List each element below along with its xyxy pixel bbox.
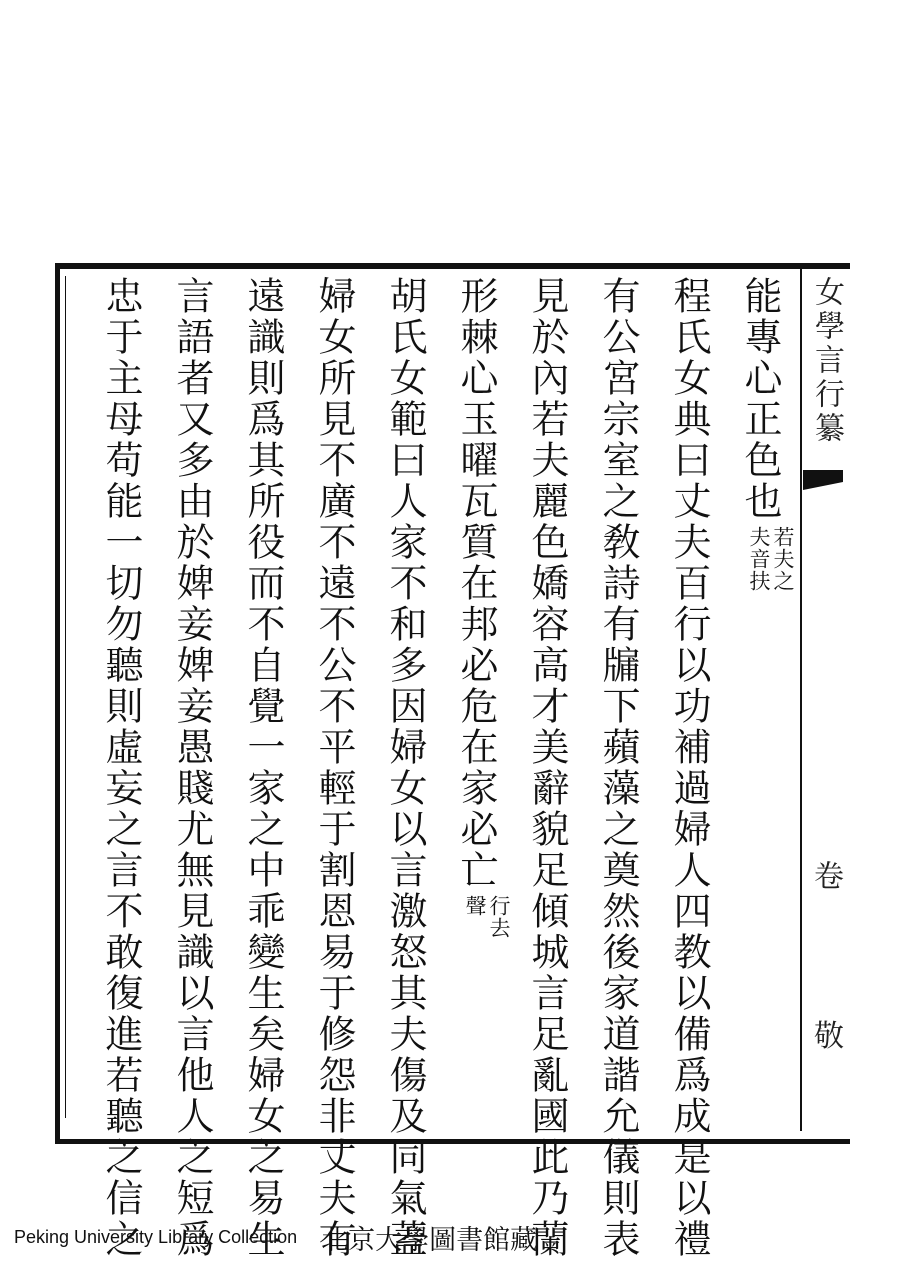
interlinear-annotation — [463, 895, 511, 939]
text-column-9 — [156, 276, 227, 1260]
collection-footer — [14, 1215, 537, 1260]
text-column-8 — [227, 276, 298, 1260]
banxin-title: 女學言行纂 — [809, 276, 844, 446]
collection-label-en: Peking University Library Collection — [14, 1227, 298, 1247]
collection-label-cn: 北京大學圖書館藏 — [321, 1225, 538, 1256]
annotation-line: 夫音扶 — [747, 526, 771, 592]
column-text: 遠識則爲其所役而不自覺一家之中乖變生矣婦女之易生 — [241, 276, 285, 1260]
column-text: 婦女所見不廣不遠不公不平輕于割恩易于修怨非丈夫有 — [312, 276, 356, 1260]
interlinear-annotation — [747, 526, 795, 592]
column-text: 言語者又多由於婢妾婢妾愚賤尤無見識以言他人之短爲 — [170, 276, 214, 1260]
text-column-10 — [85, 276, 156, 1260]
column-text: 能專心正色也 — [738, 276, 782, 522]
inner-border-rule — [65, 276, 66, 1118]
column-text: 程氏女典曰丈夫百行以功補過婦人四教以備爲成是以禮 — [667, 276, 711, 1260]
text-column-2 — [653, 276, 724, 1260]
banxin-title-area — [800, 276, 845, 446]
annotation-line: 聲 — [463, 895, 487, 917]
column-text: 有公宮宗室之敎詩有牖下蘋藻之奠然後家道諧允儀則表 — [596, 276, 640, 1260]
column-text: 忠于主母苟能一切勿聽則虛妄之言不敢復進若聽之信之 — [99, 276, 143, 1260]
text-column-6 — [369, 276, 440, 1260]
column-text: 胡氏女範曰人家不和多因婦女以言激怒其夫傷及同氣蓋 — [383, 276, 427, 1260]
text-column-3 — [582, 276, 653, 1260]
column-text: 形棘心玉曜瓦質在邦必危在家必亡 — [454, 276, 498, 891]
text-column-1 — [724, 276, 795, 1116]
banxin-bottom-text: 卷 敬 — [808, 860, 843, 1110]
annotation-line: 若夫之 — [771, 526, 795, 592]
column-text: 見於內若夫麗色嬌容高才美辭貌足傾城言足亂國此乃蘭 — [525, 276, 569, 1260]
text-column-7 — [298, 276, 369, 1260]
text-column-4 — [511, 276, 582, 1260]
annotation-line: 行去 — [487, 895, 511, 939]
text-column-5 — [440, 276, 511, 1116]
